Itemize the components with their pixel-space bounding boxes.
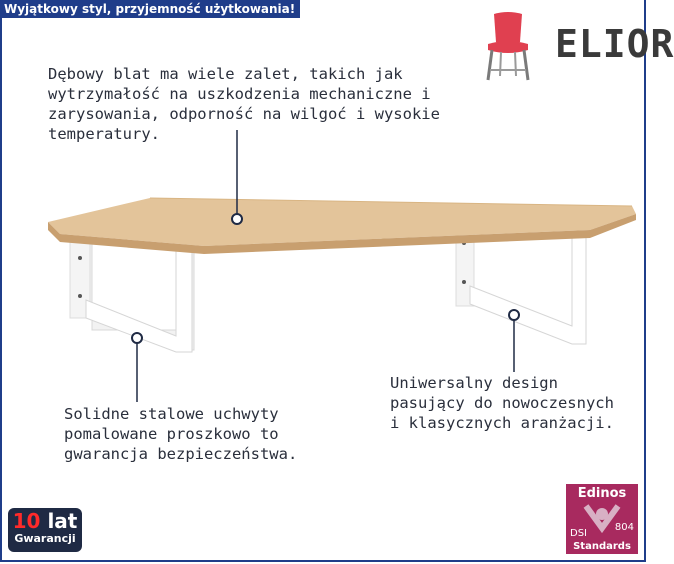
warranty-badge (8, 508, 82, 552)
warranty-years-number: 10 (12, 509, 41, 533)
top-banner: Wyjątkowy styl, przyjemność użytkowania! (0, 0, 300, 18)
callout-wood-top (48, 64, 440, 144)
callout-line: pasujący do nowoczesnych (390, 394, 614, 412)
callout-line: gwarancja bezpieczeństwa. (64, 445, 298, 463)
callout-design (390, 373, 614, 433)
callout-line: zarysowania, odporność na wilgoć i wysokie (48, 105, 440, 123)
callout-line: Dębowy blat ma wiele zalet, takich jak (48, 65, 403, 83)
callout-line: i klasycznych aranżacji. (390, 414, 614, 432)
callout-line: pomalowane proszkowo to (64, 425, 279, 443)
warranty-label: Gwarancji (14, 532, 76, 545)
cert-bottom: Standards (573, 541, 631, 552)
cert-right: 804 (614, 522, 634, 533)
certification-badge (566, 484, 638, 554)
callout-line: temperatury. (48, 125, 160, 143)
brand-logo-text: ELIOR (555, 22, 674, 66)
warranty-years-unit: lat (47, 509, 78, 533)
callout-brackets (64, 404, 297, 464)
callout-line: Solidne stalowe uchwyty (64, 405, 279, 423)
callout-line: Uniwersalny design (390, 374, 558, 392)
cert-left: DSI (570, 528, 587, 539)
callout-line: wytrzymałość na uszkodzenia mechaniczne i (48, 85, 431, 103)
cert-title: Edinos (577, 486, 627, 501)
warranty-years (8, 508, 82, 532)
